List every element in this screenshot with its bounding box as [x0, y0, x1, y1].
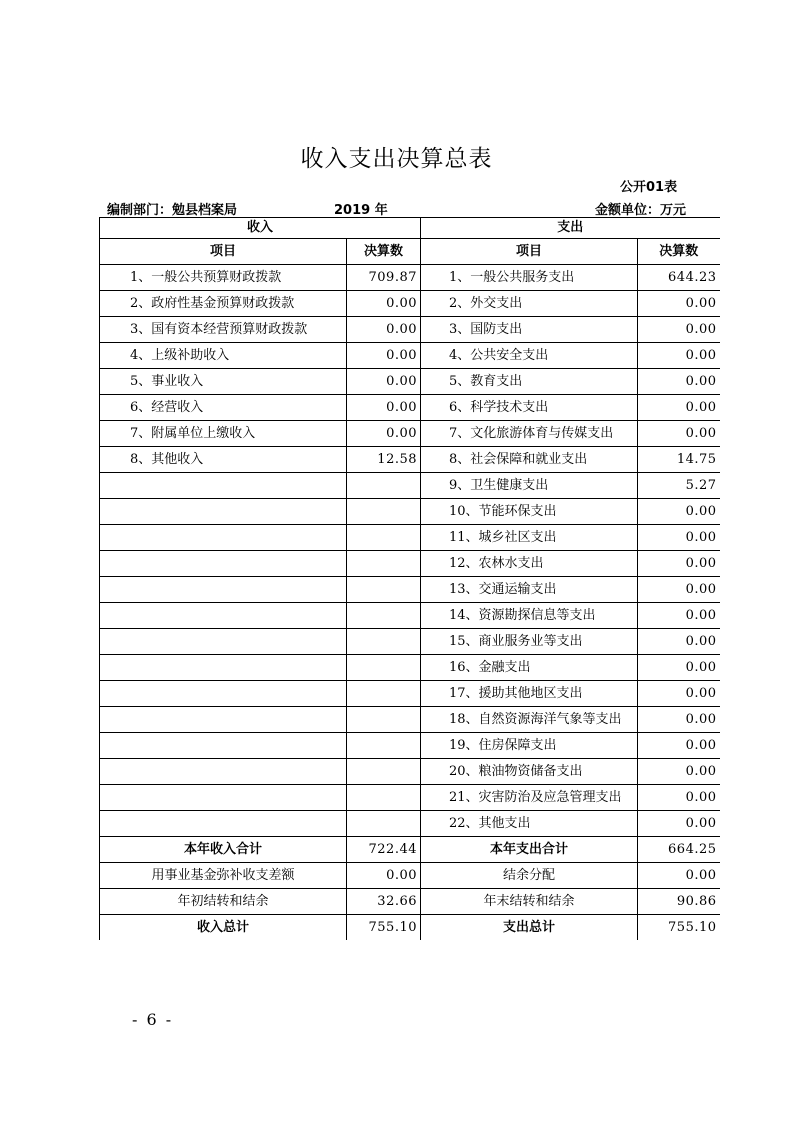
- unit-label: 金额单位：万元: [595, 203, 687, 218]
- table-row: [100, 317, 720, 343]
- income-amount: [347, 473, 421, 499]
- income-item: [100, 707, 347, 733]
- expense-item: 18、自然资源海洋气象等支出: [421, 707, 638, 733]
- expense-item: 6、科学技术支出: [421, 395, 638, 421]
- expense-amount: 0.00: [638, 369, 720, 395]
- table-row: [100, 733, 720, 759]
- expense-item: 9、卫生健康支出: [421, 473, 638, 499]
- expense-amount: 644.23: [638, 265, 720, 291]
- expense-item: 13、交通运输支出: [421, 577, 638, 603]
- income-item: [100, 551, 347, 577]
- total-expense-amount: 664.25: [638, 837, 720, 863]
- total-row: [100, 915, 720, 941]
- income-item: 2、政府性基金预算财政拨款: [100, 291, 347, 317]
- expense-item: 11、城乡社区支出: [421, 525, 638, 551]
- section-income: 收入: [100, 218, 421, 239]
- income-item: [100, 473, 347, 499]
- income-item: [100, 603, 347, 629]
- expense-item: 10、节能环保支出: [421, 499, 638, 525]
- table-row: [100, 395, 720, 421]
- total-expense-label: 支出总计: [421, 915, 638, 941]
- expense-amount: 0.00: [638, 317, 720, 343]
- expense-amount: 0.00: [638, 343, 720, 369]
- expense-amount: 0.00: [638, 421, 720, 447]
- income-amount: 0.00: [347, 369, 421, 395]
- total-income-amount: 32.66: [347, 889, 421, 915]
- total-income-label: 用事业基金弥补收支差额: [100, 863, 347, 889]
- expense-amount: 0.00: [638, 499, 720, 525]
- total-income-amount: 722.44: [347, 837, 421, 863]
- expense-item: 12、农林水支出: [421, 551, 638, 577]
- total-expense-amount: 0.00: [638, 863, 720, 889]
- expense-amount: 0.00: [638, 603, 720, 629]
- table-row: [100, 265, 720, 291]
- income-amount: 0.00: [347, 291, 421, 317]
- income-amount: [347, 629, 421, 655]
- income-item: 7、附属单位上缴收入: [100, 421, 347, 447]
- table-row: [100, 551, 720, 577]
- table-row: [100, 291, 720, 317]
- table-row: [100, 369, 720, 395]
- income-amount: 0.00: [347, 343, 421, 369]
- expense-item: 21、灾害防治及应急管理支出: [421, 785, 638, 811]
- income-amount: [347, 785, 421, 811]
- table-row: [100, 447, 720, 473]
- total-row: [100, 889, 720, 915]
- expense-item: 5、教育支出: [421, 369, 638, 395]
- income-amount: [347, 577, 421, 603]
- total-expense-label: 年末结转和结余: [421, 889, 638, 915]
- total-income-label: 年初结转和结余: [100, 889, 347, 915]
- total-expense-amount: 90.86: [638, 889, 720, 915]
- income-item: [100, 525, 347, 551]
- expense-item: 1、一般公共服务支出: [421, 265, 638, 291]
- page-title: 收入支出决算总表: [300, 146, 493, 172]
- income-amount: [347, 603, 421, 629]
- income-amount: [347, 499, 421, 525]
- income-item: [100, 655, 347, 681]
- income-item: 1、一般公共预算财政拨款: [100, 265, 347, 291]
- expense-item: 20、粮油物资储备支出: [421, 759, 638, 785]
- table-row: [100, 343, 720, 369]
- income-amount: [347, 655, 421, 681]
- total-expense-amount: 755.10: [638, 915, 720, 941]
- expense-item: 16、金融支出: [421, 655, 638, 681]
- expense-item: 2、外交支出: [421, 291, 638, 317]
- expense-item: 17、援助其他地区支出: [421, 681, 638, 707]
- expense-amount: 0.00: [638, 811, 720, 837]
- table-row: [100, 655, 720, 681]
- table-row: [100, 707, 720, 733]
- expense-item: 8、社会保障和就业支出: [421, 447, 638, 473]
- income-item: [100, 681, 347, 707]
- income-item: [100, 811, 347, 837]
- total-income-amount: 0.00: [347, 863, 421, 889]
- expense-item: 19、住房保障支出: [421, 733, 638, 759]
- total-expense-label: 本年支出合计: [421, 837, 638, 863]
- expense-item: 3、国防支出: [421, 317, 638, 343]
- expense-amount: 0.00: [638, 759, 720, 785]
- expense-amount: 0.00: [638, 395, 720, 421]
- header-expense-item: 项目: [421, 239, 638, 265]
- income-amount: 12.58: [347, 447, 421, 473]
- table-row: [100, 421, 720, 447]
- income-amount: 0.00: [347, 395, 421, 421]
- expense-item: 14、资源勘探信息等支出: [421, 603, 638, 629]
- expense-amount: 0.00: [638, 655, 720, 681]
- income-amount: [347, 733, 421, 759]
- expense-amount: 0.00: [638, 291, 720, 317]
- expense-amount: 14.75: [638, 447, 720, 473]
- income-item: [100, 785, 347, 811]
- table-row: [100, 473, 720, 499]
- section-expense: 支出: [421, 218, 720, 239]
- income-item: [100, 629, 347, 655]
- expense-item: 4、公共安全支出: [421, 343, 638, 369]
- header-expense-amount: 决算数: [638, 239, 720, 265]
- income-amount: [347, 681, 421, 707]
- income-amount: [347, 525, 421, 551]
- expense-amount: 0.00: [638, 733, 720, 759]
- income-item: 4、上级补助收入: [100, 343, 347, 369]
- budget-table: [99, 217, 720, 940]
- total-row: [100, 863, 720, 889]
- income-item: [100, 733, 347, 759]
- income-item: 6、经营收入: [100, 395, 347, 421]
- income-amount: [347, 707, 421, 733]
- table-row: [100, 629, 720, 655]
- expense-amount: 0.00: [638, 785, 720, 811]
- income-amount: [347, 759, 421, 785]
- total-expense-label: 结余分配: [421, 863, 638, 889]
- year-label: 2019 年: [334, 203, 388, 218]
- expense-amount: 0.00: [638, 525, 720, 551]
- expense-amount: 0.00: [638, 707, 720, 733]
- table-row: [100, 681, 720, 707]
- expense-item: 15、商业服务业等支出: [421, 629, 638, 655]
- table-row: [100, 577, 720, 603]
- income-amount: [347, 811, 421, 837]
- income-amount: 0.00: [347, 317, 421, 343]
- total-income-amount: 755.10: [347, 915, 421, 941]
- expense-amount: 5.27: [638, 473, 720, 499]
- expense-amount: 0.00: [638, 681, 720, 707]
- income-item: 8、其他收入: [100, 447, 347, 473]
- header-income-amount: 决算数: [347, 239, 421, 265]
- income-item: 5、事业收入: [100, 369, 347, 395]
- table-row: [100, 811, 720, 837]
- page-number: - 6 -: [132, 1010, 174, 1029]
- income-amount: 0.00: [347, 421, 421, 447]
- income-item: [100, 759, 347, 785]
- expense-item: 7、文化旅游体育与传媒支出: [421, 421, 638, 447]
- income-amount: [347, 551, 421, 577]
- table-row: [100, 785, 720, 811]
- header-income-item: 项目: [100, 239, 347, 265]
- total-row: [100, 837, 720, 863]
- table-row: [100, 759, 720, 785]
- expense-amount: 0.00: [638, 629, 720, 655]
- column-header-row: [100, 239, 720, 265]
- income-item: [100, 499, 347, 525]
- income-amount: 709.87: [347, 265, 421, 291]
- income-item: 3、国有资本经营预算财政拨款: [100, 317, 347, 343]
- section-header-row: [100, 218, 720, 239]
- expense-amount: 0.00: [638, 551, 720, 577]
- expense-amount: 0.00: [638, 577, 720, 603]
- department-label: 编制部门：勉县档案局: [107, 203, 238, 218]
- table-row: [100, 525, 720, 551]
- expense-item: 22、其他支出: [421, 811, 638, 837]
- table-row: [100, 499, 720, 525]
- form-code: 公开01表: [620, 180, 678, 195]
- total-income-label: 本年收入合计: [100, 837, 347, 863]
- income-item: [100, 577, 347, 603]
- total-income-label: 收入总计: [100, 915, 347, 941]
- table-row: [100, 603, 720, 629]
